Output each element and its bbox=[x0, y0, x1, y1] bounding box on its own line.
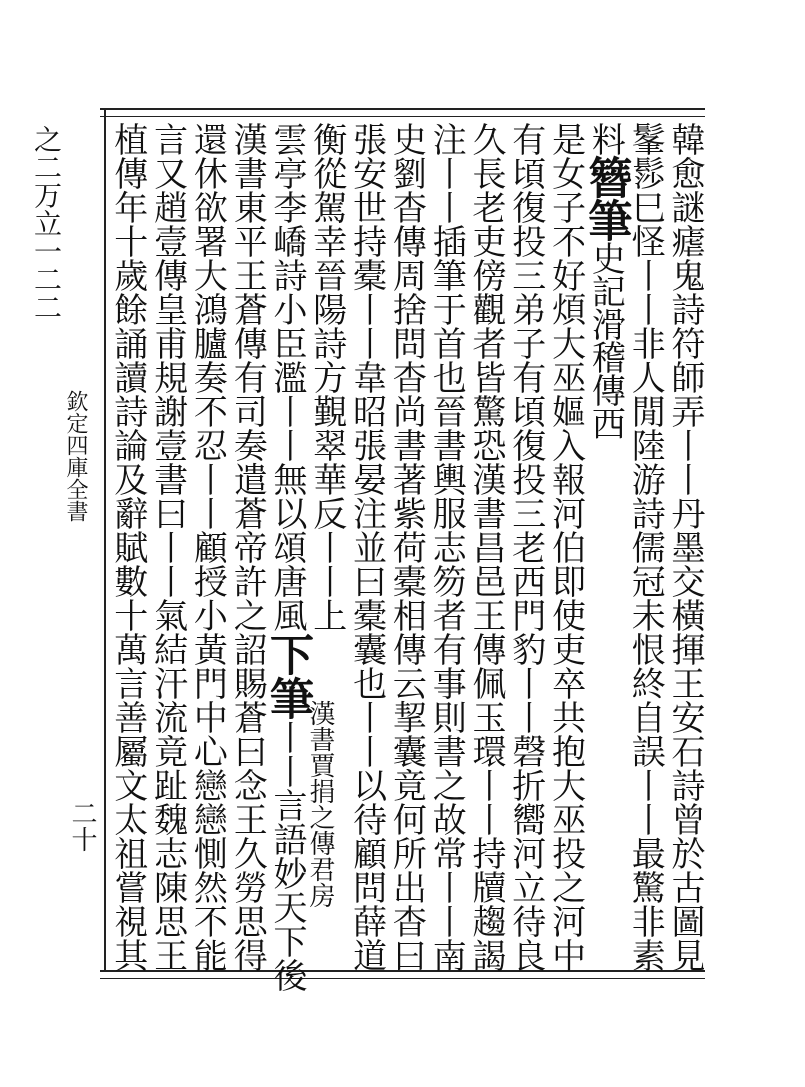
column-text: 植傳年十歲餘誦讀詩論及辭賦數十萬言善屬文太祖嘗視其 bbox=[107, 122, 148, 972]
text-column-13 bbox=[188, 122, 228, 972]
folio-number: 二十 bbox=[67, 800, 97, 852]
text-column-11 bbox=[261, 122, 313, 992]
column-lead: 料 bbox=[585, 122, 626, 155]
column-text: 張安世持橐丨丨韋昭張晏注並曰橐囊也丨丨以待顧問薛道 bbox=[346, 122, 387, 972]
column-text: 史劉杳傳周捨問杳尚書著紫荷橐相傳云挈囊竟何所出杳曰 bbox=[386, 122, 427, 972]
text-column-4 bbox=[546, 122, 586, 972]
column-text: 衡從駕幸晉陽詩方覲翠華反丨丨上 bbox=[306, 122, 347, 632]
column-text: 髼髿巳怪丨丨非人閒陸游詩儒冠未恨終自誤丨丨最驚非素 bbox=[625, 122, 666, 972]
text-column-14 bbox=[148, 122, 188, 972]
column-text: 言又趙壹傳皇甫規謝壹書曰丨丨氣結汗流竟趾魏志陳思王 bbox=[147, 122, 188, 972]
column-text: 久長老吏傍觀者皆驚恐漢書昌邑王傳佩玉環丨丨持牘趨謁 bbox=[465, 122, 506, 972]
column-text: 丨丨言語妙天下後 bbox=[266, 720, 307, 992]
column-text: 注丨丨插筆于首也晉書輿服志笏者有事則書之故常丨丨南 bbox=[426, 122, 467, 972]
top-border bbox=[100, 108, 705, 110]
column-text: 雲亭李嶠詩小臣濫丨丨無以頌唐風 bbox=[266, 122, 307, 632]
text-column-3 bbox=[580, 122, 632, 439]
top-border-inner bbox=[100, 116, 705, 117]
column-text: 有頃復投三弟子有頃復投三老西門豹丨丨磬折嚮河立待良 bbox=[505, 122, 546, 972]
inline-note-text: 漢書賈捐之傳君房 bbox=[305, 700, 335, 908]
text-column-1 bbox=[665, 122, 705, 972]
bottom-border-inner bbox=[100, 978, 705, 979]
inline-note bbox=[305, 700, 335, 908]
text-column-7 bbox=[426, 122, 466, 972]
heading-term: 簪筆 bbox=[580, 155, 632, 241]
text-column-12 bbox=[227, 122, 267, 972]
column-text: 還休欲署大鴻臚奏不忍丨丨顧授小黃門中心戀戀惻然不能 bbox=[187, 122, 228, 972]
text-column-10 bbox=[307, 122, 347, 632]
margin-fragment: 之二万立一二二 bbox=[30, 125, 63, 321]
book-title: 欽定四庫全書 bbox=[63, 390, 88, 522]
left-border bbox=[104, 110, 106, 972]
text-column-2 bbox=[625, 122, 665, 972]
heading-term: 下筆 bbox=[261, 632, 313, 720]
column-text: 是女子不好煩大巫嫗入報河伯即使吏卒共抱大巫投之河中 bbox=[545, 122, 586, 972]
text-column-9 bbox=[347, 122, 387, 972]
text-column-5 bbox=[506, 122, 546, 972]
column-text: 韓愈謎瘧鬼詩符師弄丨丨丹墨交橫揮王安石詩曾於古圖見 bbox=[664, 122, 705, 972]
text-column-8 bbox=[387, 122, 427, 972]
text-column-6 bbox=[466, 122, 506, 972]
text-column-15 bbox=[108, 122, 148, 972]
column-text: 史記滑稽傳西 bbox=[585, 241, 626, 439]
column-text: 漢書東平王蒼傳有司奏遣蒼帝許之詔賜蒼曰念王久勞思得 bbox=[227, 122, 268, 972]
